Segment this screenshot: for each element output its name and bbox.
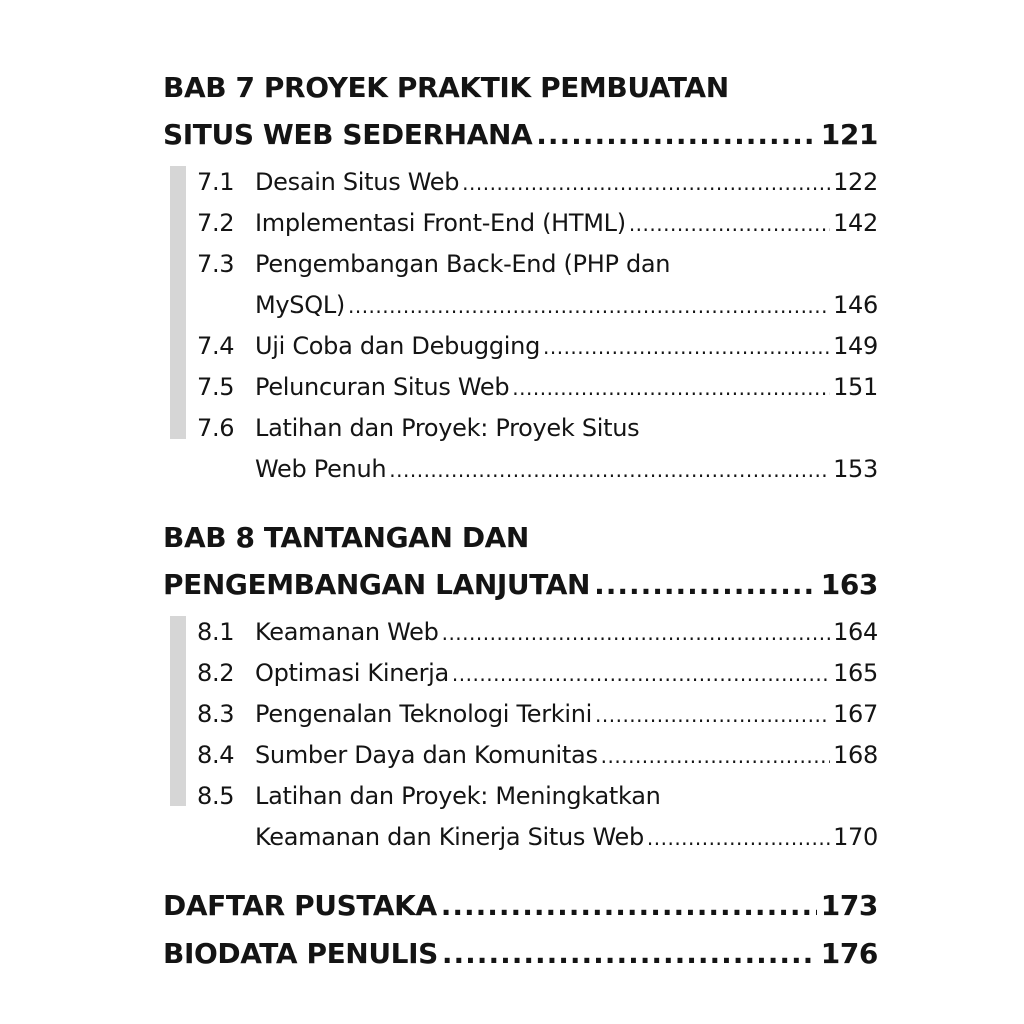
toc-entry-8-5[interactable] bbox=[197, 776, 878, 858]
toc-entry-biodata-penulis[interactable] bbox=[163, 930, 878, 978]
chapter-title-text: BAB 7 PROYEK PRAKTIK PEMBUATAN bbox=[163, 71, 729, 104]
chapter-title-text: PENGEMBANGAN LANJUTAN bbox=[163, 568, 591, 601]
section-page-number: 151 bbox=[833, 373, 878, 401]
section-page-number: 165 bbox=[833, 659, 878, 687]
leader-dots bbox=[452, 654, 830, 695]
toc-entry-8-2[interactable] bbox=[197, 653, 878, 694]
section-number: 8.4 bbox=[197, 741, 235, 769]
chapter-page-number: 121 bbox=[820, 118, 878, 151]
section-page-number: 170 bbox=[833, 823, 878, 851]
toc-entry-7-3[interactable] bbox=[197, 244, 878, 326]
section-page-number: 168 bbox=[833, 741, 878, 769]
section-title: Keamanan dan Kinerja Situs Web bbox=[255, 823, 644, 851]
section-page-number: 167 bbox=[833, 700, 878, 728]
table-of-contents bbox=[163, 64, 878, 978]
toc-entry-daftar-pustaka[interactable] bbox=[163, 882, 878, 930]
leader-dots bbox=[462, 163, 830, 204]
section-title-line1: Latihan dan Proyek: Meningkatkan bbox=[255, 782, 661, 810]
section-title: Desain Situs Web bbox=[255, 168, 460, 196]
entry-title: BIODATA PENULIS bbox=[163, 937, 438, 970]
section-title-line1: Pengembangan Back-End (PHP dan bbox=[255, 250, 671, 278]
toc-entry-7-6[interactable] bbox=[197, 408, 878, 490]
section-title: Pengenalan Teknologi Terkini bbox=[255, 700, 593, 728]
section-title: Uji Coba dan Debugging bbox=[255, 332, 540, 360]
entry-page-number: 173 bbox=[820, 889, 878, 922]
section-number: 7.3 bbox=[197, 250, 235, 278]
back-matter bbox=[163, 882, 878, 978]
leader-dots bbox=[601, 736, 830, 777]
section-page-number: 164 bbox=[833, 618, 878, 646]
entry-page-number: 176 bbox=[820, 937, 878, 970]
leader-dots bbox=[595, 695, 830, 736]
section-number: 8.1 bbox=[197, 618, 235, 646]
leader-dots bbox=[543, 327, 830, 368]
leader-dots bbox=[629, 204, 830, 245]
toc-entry-7-5[interactable] bbox=[197, 367, 878, 408]
section-title: Peluncuran Situs Web bbox=[255, 373, 510, 401]
chapter-title-text: SITUS WEB SEDERHANA bbox=[163, 118, 533, 151]
section-title: MySQL) bbox=[255, 291, 345, 319]
section-page-number: 142 bbox=[833, 209, 878, 237]
section-title: Web Penuh bbox=[255, 455, 387, 483]
toc-entry-7-4[interactable] bbox=[197, 326, 878, 367]
section-title: Keamanan Web bbox=[255, 618, 439, 646]
section-number: 7.2 bbox=[197, 209, 235, 237]
toc-entry-7-2[interactable] bbox=[197, 203, 878, 244]
toc-entry-8-1[interactable] bbox=[197, 612, 878, 653]
toc-entry-7-1[interactable] bbox=[197, 162, 878, 203]
toc-entry-8-3[interactable] bbox=[197, 694, 878, 735]
chapter-title-text: BAB 8 TANTANGAN DAN bbox=[163, 521, 529, 554]
leader-dots bbox=[441, 882, 817, 930]
section-number: 8.5 bbox=[197, 782, 235, 810]
section-title: Optimasi Kinerja bbox=[255, 659, 449, 687]
section-page-number: 153 bbox=[833, 455, 878, 483]
leader-dots bbox=[348, 286, 830, 327]
entry-title: DAFTAR PUSTAKA bbox=[163, 889, 437, 922]
section-list bbox=[163, 612, 878, 858]
section-bar bbox=[170, 166, 186, 439]
leader-dots bbox=[594, 561, 817, 608]
section-title-line1: Latihan dan Proyek: Proyek Situs bbox=[255, 414, 640, 442]
section-number: 7.6 bbox=[197, 414, 235, 442]
section-title: Implementasi Front-End (HTML) bbox=[255, 209, 626, 237]
chapter-title-line2 bbox=[163, 111, 878, 158]
leader-dots bbox=[389, 450, 830, 491]
chapter-8 bbox=[163, 514, 878, 858]
section-number: 8.2 bbox=[197, 659, 235, 687]
section-number: 8.3 bbox=[197, 700, 235, 728]
chapter-title-line2 bbox=[163, 561, 878, 608]
leader-dots bbox=[512, 368, 830, 409]
section-page-number: 146 bbox=[833, 291, 878, 319]
leader-dots bbox=[647, 818, 830, 859]
chapter-title-line1 bbox=[163, 514, 878, 561]
chapter-7 bbox=[163, 64, 878, 490]
chapter-title-line1 bbox=[163, 64, 878, 111]
chapter-page-number: 163 bbox=[820, 568, 878, 601]
leader-dots bbox=[442, 930, 817, 978]
section-number: 7.1 bbox=[197, 168, 235, 196]
section-number: 7.5 bbox=[197, 373, 235, 401]
section-page-number: 149 bbox=[833, 332, 878, 360]
toc-entry-8-4[interactable] bbox=[197, 735, 878, 776]
leader-dots bbox=[536, 111, 816, 158]
section-bar bbox=[170, 616, 186, 806]
section-title: Sumber Daya dan Komunitas bbox=[255, 741, 598, 769]
section-page-number: 122 bbox=[833, 168, 878, 196]
section-list bbox=[163, 162, 878, 490]
leader-dots bbox=[442, 613, 830, 654]
section-number: 7.4 bbox=[197, 332, 235, 360]
